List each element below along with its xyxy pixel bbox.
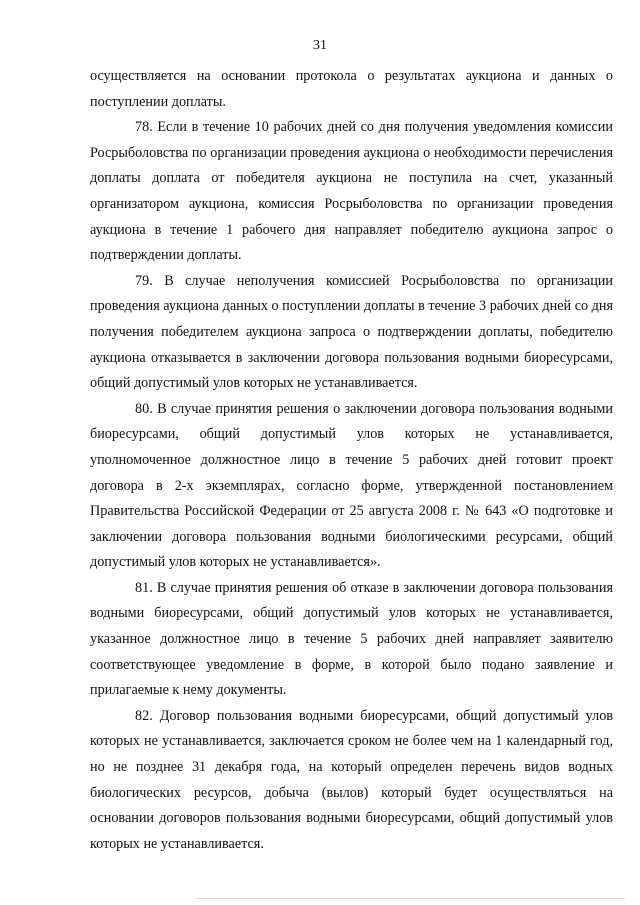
paragraph-80: 80. В случае принятия решения о заключении договора пользования водными биоресурсами, общий допустимый улов которых не устанавливается, уполномоченное должностное лицо в течение 5 рабочих дней готовит проект договора в 2-х экземплярах, согласно форме, утвержденной постановлением Правительства Российской Федерации от 25 августа 2008 г. № 643 «О подготовке и заключении договора пользования водными биологическими ресурсами, общий допустимый улов которых не устанавливается». (90, 400, 613, 571)
page-number: 31 (313, 38, 327, 53)
paragraph-82: 82. Договор пользования водными биоресурсами, общий допустимый улов которых не устанавливается, заключается сроком не более чем на 1 календарный год, но не позднее 31 декабря года, на который определен перечень видов водных биологических ресурсов, добыча (вылов) который будет осуществляться на основании договоров пользования водными биоресурсами, общий допустимый улов которых не устанавливается. (90, 707, 613, 852)
paragraph-78: 78. Если в течение 10 рабочих дней со дня получения уведомления комиссии Росрыболовства по организации проведения аукциона о необходимости перечисления доплаты доплата от победителя аукциона не поступила на счет, указанный организатором аукциона, комиссия Росрыболовства по организации проведения аукциона в течение 1 рабочего дня направляет победителю аукциона запрос о подтверждении доплаты. (90, 119, 613, 264)
paragraph-81: 81. В случае принятия решения об отказе в заключении договора пользования водными биоресурсами, общий допустимый улов которых не устанавливается, указанное должностное лицо в течение 5 рабочих дней направляет заявителю соответствующее уведомление в форме, в которой было подано заявление и прилагаемые к нему документы. (90, 579, 613, 699)
page-bottom-edge-line (195, 898, 625, 899)
paragraph-79: 79. В случае неполучения комиссией Росрыболовства по организации проведения аукциона данных о поступлении доплаты в течение 3 рабочих дней со дня получения победителем аукциона запроса о подтверждении доплаты, победителю аукциона отказывается в заключении договора пользования водными биоресурсами, общий допустимый улов которых не устанавливается. (90, 272, 613, 392)
paragraph-continuation: осуществляется на основании протокола о результатах аукциона и данных о поступлении доплаты. (90, 68, 613, 110)
document-body (90, 64, 613, 857)
